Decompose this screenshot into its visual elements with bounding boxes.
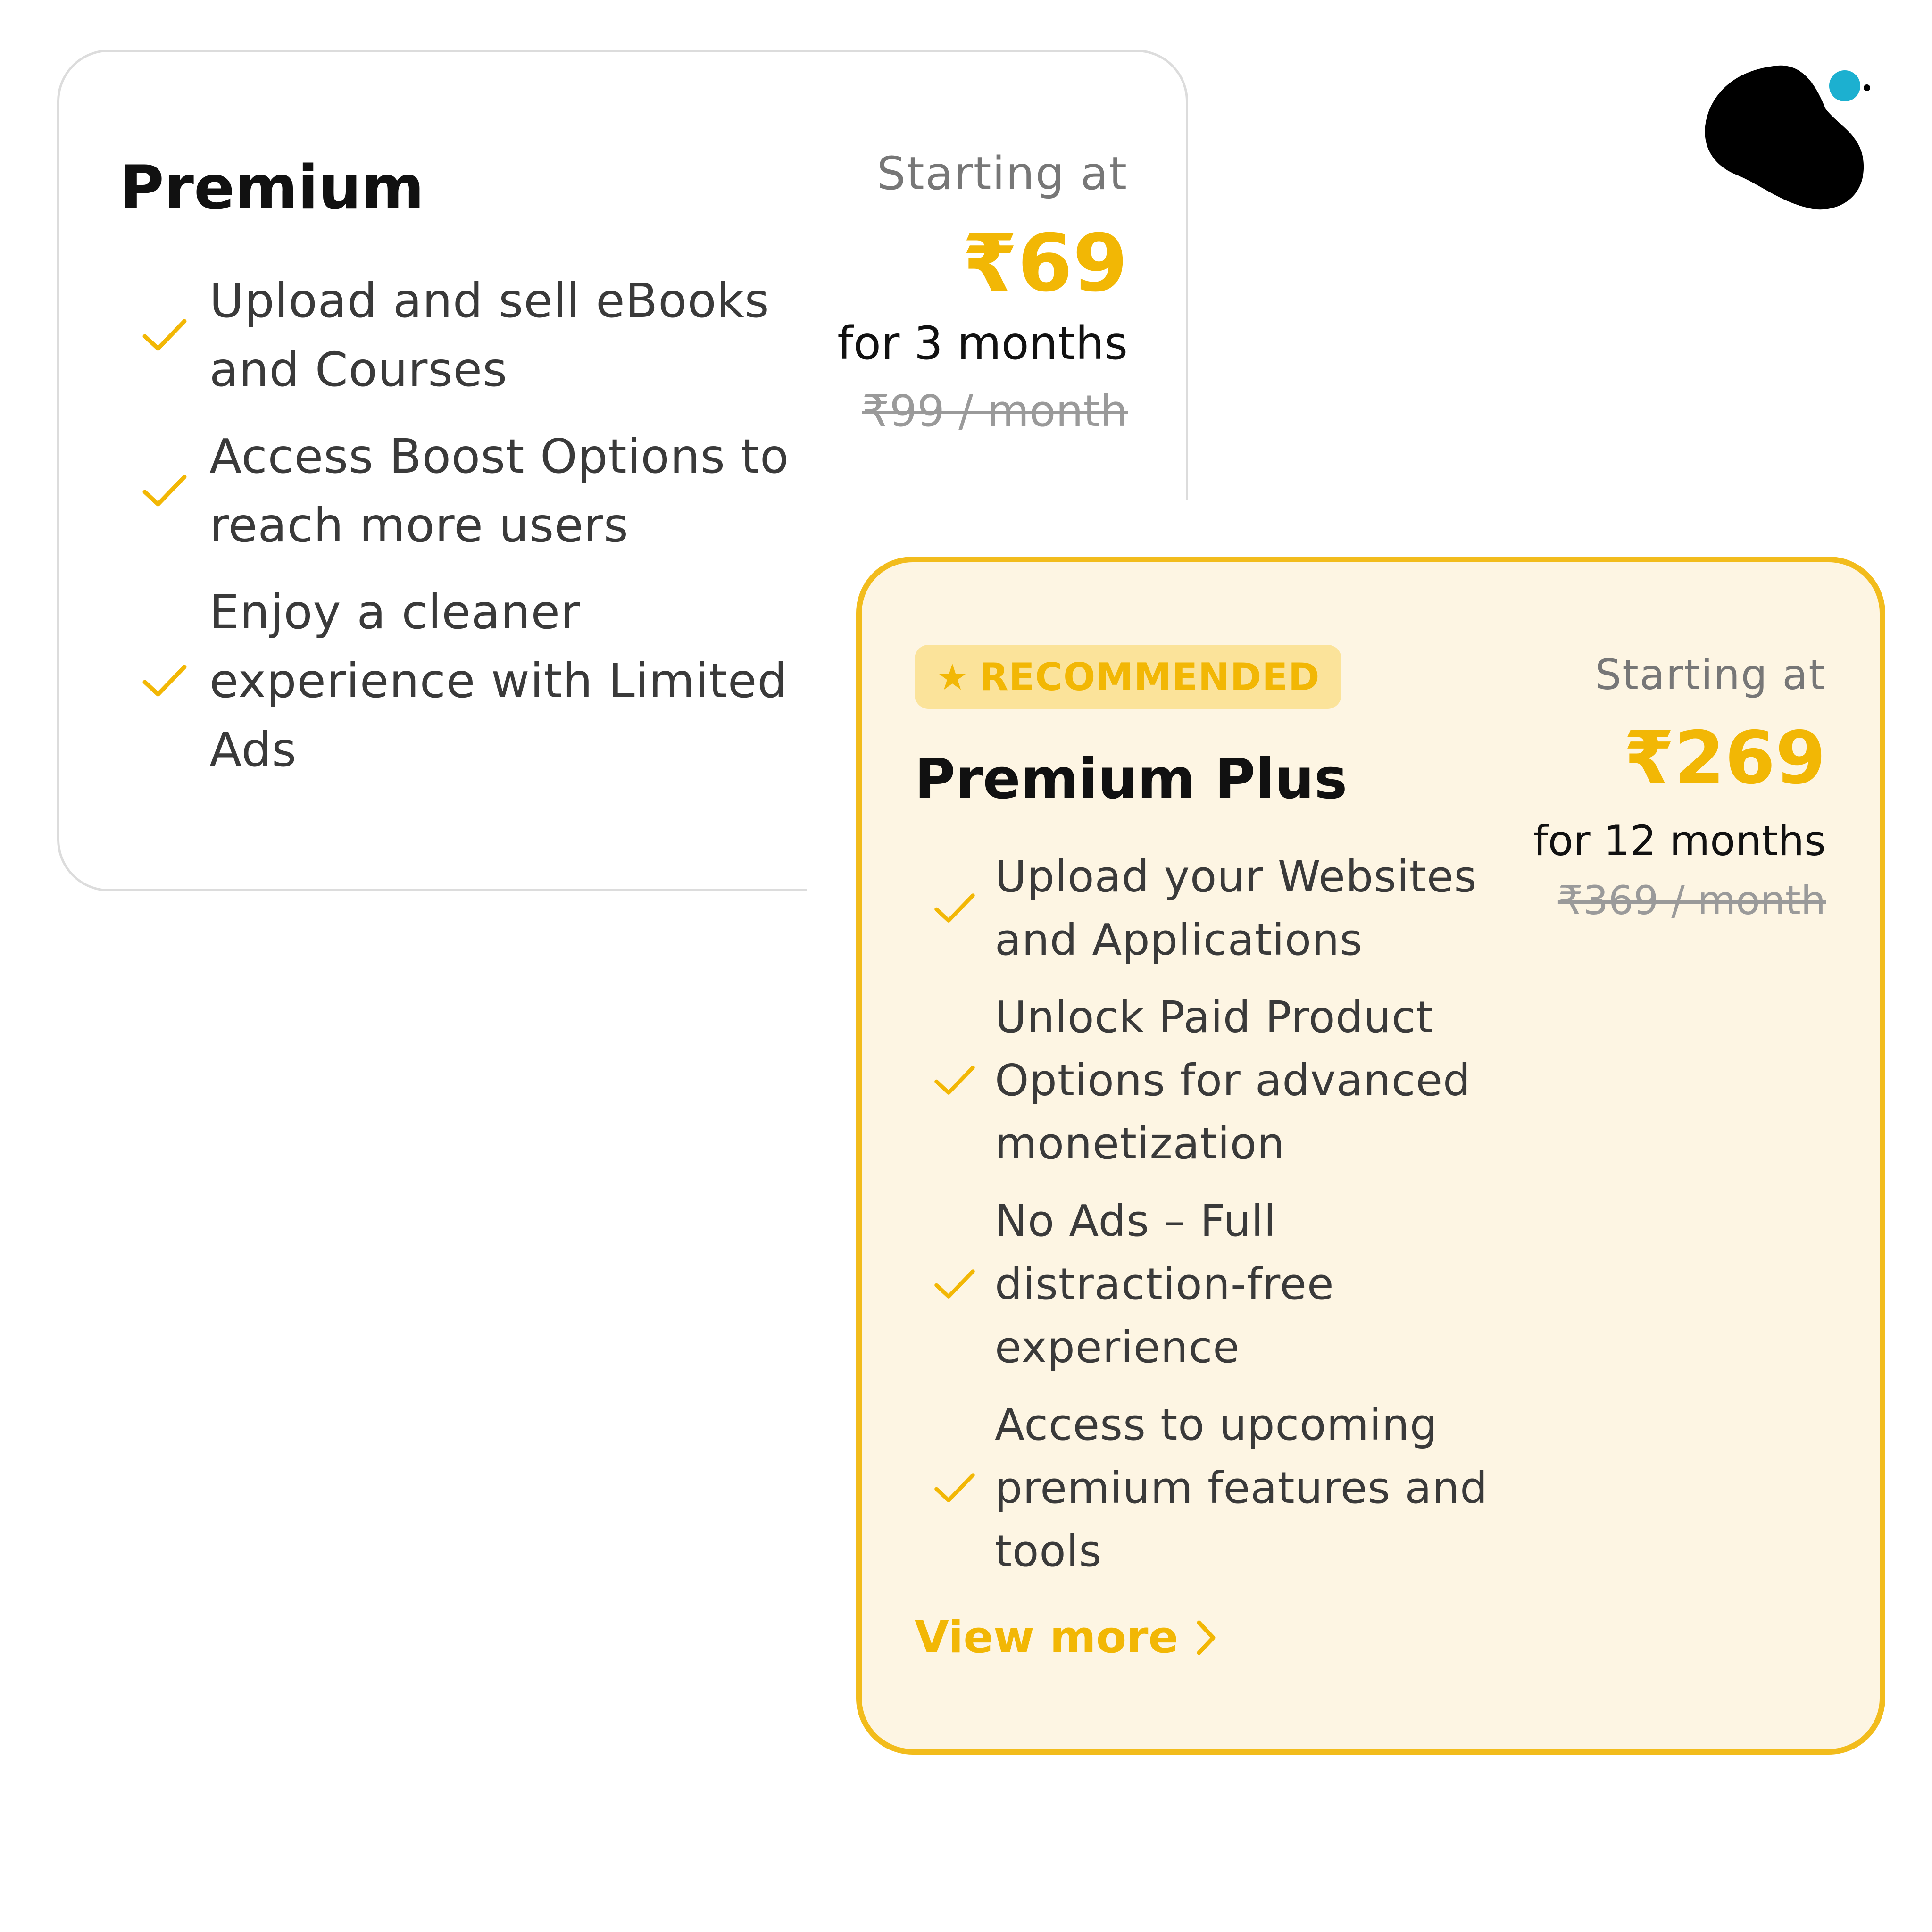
plan-title: Premium [120, 153, 425, 223]
brand-logo-icon [1698, 57, 1877, 217]
feature-text: Access Boost Options to reach more users [209, 429, 790, 553]
view-more-link[interactable] [915, 1612, 1217, 1663]
price-term: for 12 months [1533, 816, 1826, 865]
price-block [1533, 650, 1826, 924]
recommended-badge [915, 645, 1341, 709]
check-icon [915, 1472, 995, 1505]
plan-title: Premium Plus [915, 746, 1348, 811]
original-price: ₹369 / month [1557, 877, 1826, 924]
feature-text: Upload and sell eBooks and Courses [209, 273, 770, 397]
feature-item [120, 422, 884, 560]
chevron-right-icon [1195, 1619, 1217, 1657]
price-term: for 3 months [837, 317, 1128, 370]
feature-item [120, 266, 884, 404]
feature-text: Upload your Websites and Applications [995, 851, 1477, 965]
plan-features-list [915, 845, 1528, 1583]
badge-label: RECOMMENDED [979, 655, 1320, 699]
check-icon [120, 663, 209, 699]
plan-features-list [120, 266, 884, 784]
feature-item [120, 578, 884, 784]
feature-text: Access to upcoming premium features and tools [995, 1399, 1488, 1576]
check-icon [915, 1064, 995, 1097]
check-icon [120, 317, 209, 353]
view-more-label: View more [915, 1612, 1179, 1663]
price-block [837, 147, 1128, 436]
check-icon [915, 1268, 995, 1301]
original-price: ₹99 / month [862, 386, 1128, 436]
price-label: Starting at [877, 147, 1128, 200]
star-icon: ★ [936, 656, 969, 698]
feature-item [915, 986, 1528, 1175]
premium-plus-plan-card[interactable] [856, 557, 1885, 1755]
feature-text: Enjoy a cleaner experience with Limited Ads [209, 584, 788, 777]
feature-item [915, 1393, 1528, 1583]
price-amount: ₹69 [962, 217, 1128, 309]
feature-item [915, 1190, 1528, 1379]
feature-text: No Ads – Full distraction-free experience [995, 1196, 1334, 1373]
check-icon [915, 892, 995, 925]
price-amount: ₹269 [1624, 716, 1826, 800]
price-label: Starting at [1595, 650, 1826, 699]
feature-text: Unlock Paid Product Options for advanced monetization [995, 992, 1471, 1169]
check-icon [120, 473, 209, 509]
feature-item [915, 845, 1528, 972]
